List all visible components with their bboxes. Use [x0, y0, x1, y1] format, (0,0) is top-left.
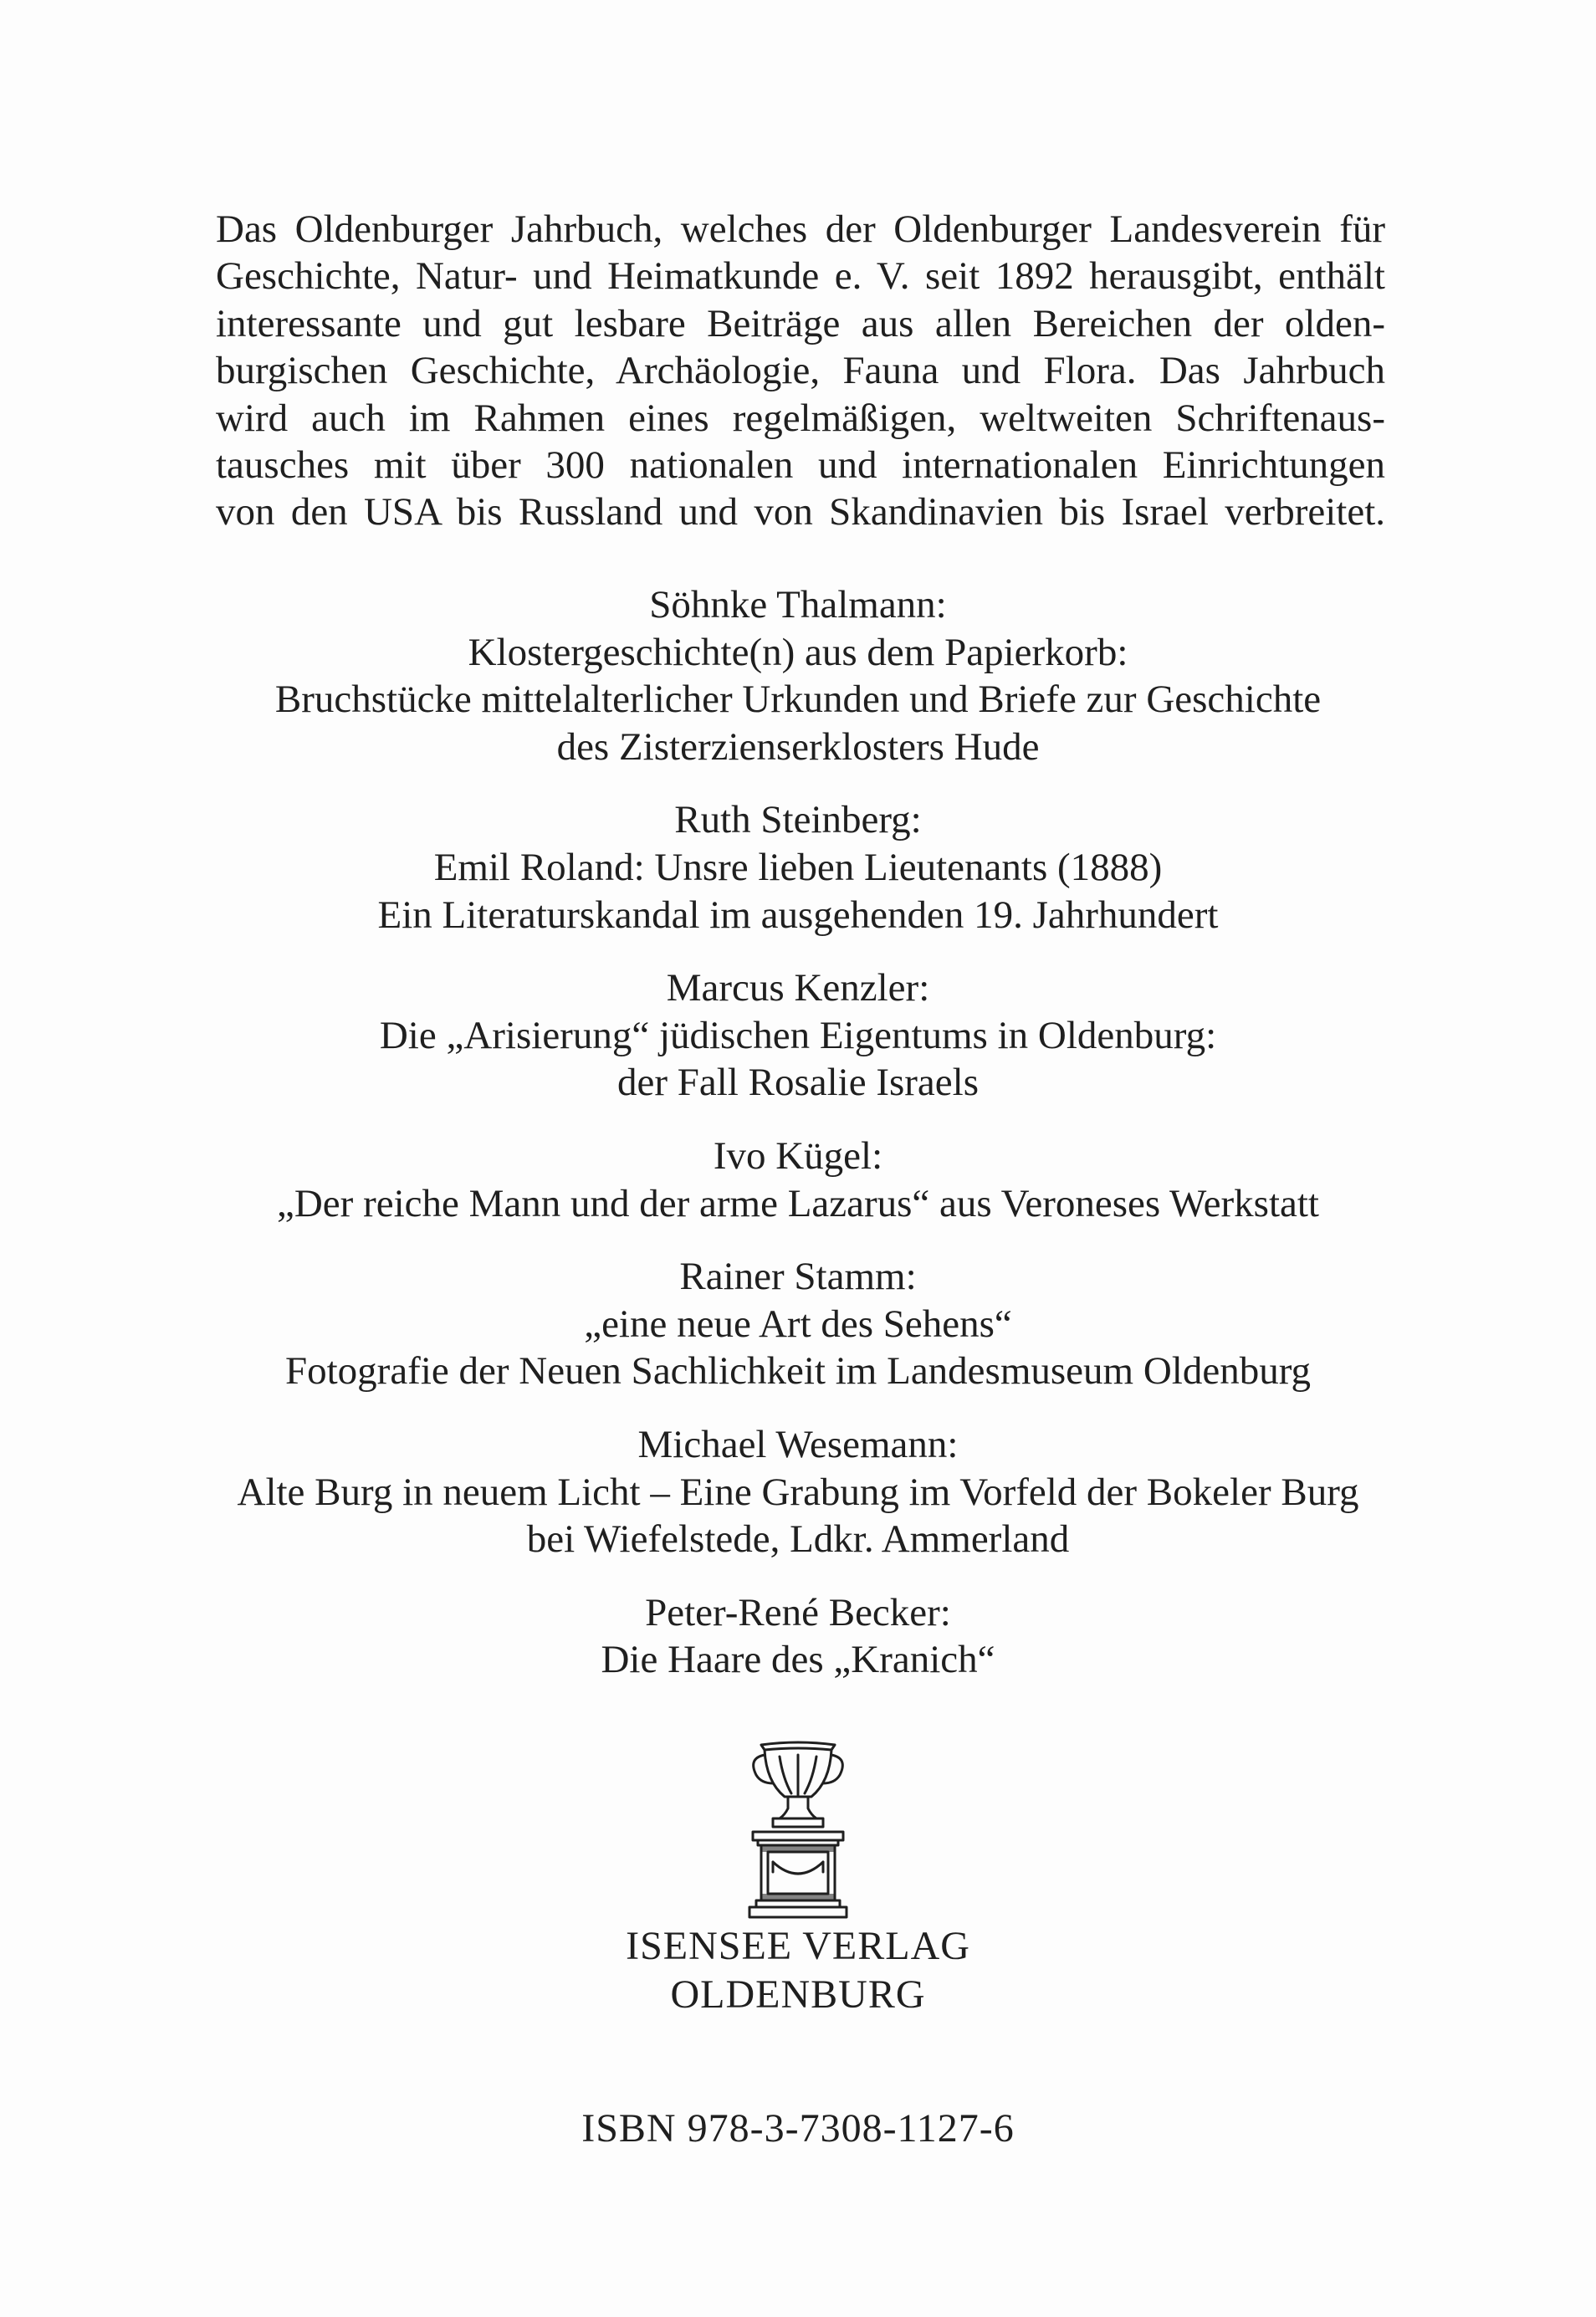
- contents-entry: [0, 964, 1596, 1107]
- entry-title-line: der Fall Rosalie Israels: [616, 1061, 980, 1105]
- entry-title-line: Die „Arisierung“ jüdischen Eigentums in Oldenburg:: [379, 1013, 1217, 1057]
- intro-line: Geschichte, Natur- und Heimatkunde e. V. seit 1892 herausgibt, enthält: [216, 254, 1385, 299]
- entry-title-line: Klostergeschichte(n) aus dem Papierkorb:: [468, 630, 1128, 674]
- entry-title-line: Emil Roland: Unsre lieben Lieutenants (1888): [433, 845, 1163, 889]
- entry-title-line: „Der reiche Mann und der arme Lazarus“ aus Veroneses Werkstatt: [277, 1181, 1319, 1225]
- entry-title-line: Fotografie der Neuen Sachlichkeit im Landesmuseum Oldenburg: [284, 1349, 1312, 1394]
- table-of-contents: [0, 581, 1596, 1710]
- entry-title-line: Die Haare des „Kranich“: [601, 1638, 995, 1682]
- entry-author: Peter-René Becker:: [645, 1590, 951, 1634]
- entry-title-line: „eine neue Art des Sehens“: [584, 1302, 1012, 1346]
- contents-entry: [0, 581, 1596, 770]
- publisher-imprint: [0, 1922, 1596, 2019]
- intro-line: von den USA bis Russland und von Skandinavien bis Israel verbreitet.: [216, 490, 1385, 534]
- contents-entry: [0, 1421, 1596, 1563]
- entry-title-line: Alte Burg in neuem Licht – Eine Grabung im Vorfeld der Bokeler Burg: [237, 1470, 1359, 1514]
- contents-entry: [0, 1133, 1596, 1227]
- entry-author: Michael Wesemann:: [637, 1422, 959, 1466]
- entry-author: Ivo Kügel:: [713, 1133, 883, 1178]
- intro-line: tausches mit über 300 nationalen und internationalen Einrichtungen: [216, 443, 1385, 488]
- entry-title-line: Ein Literaturskandal im ausgehenden 19. Jahrhundert: [377, 893, 1219, 937]
- entry-title-line: Bruchstücke mittelalterlicher Urkunden und Briefe zur Geschichte: [274, 678, 1322, 722]
- contents-entry: [0, 1589, 1596, 1684]
- entry-title-line: des Zisterzienserklosters Hude: [556, 724, 1040, 769]
- entry-author: Marcus Kenzler:: [666, 966, 930, 1010]
- entry-title-line: bei Wiefelstede, Ldkr. Ammerland: [526, 1517, 1070, 1562]
- entry-author: Söhnke Thalmann:: [649, 583, 947, 627]
- intro-line: interessante und gut lesbare Beiträge aus allen Bereichen der olden-: [216, 301, 1385, 345]
- intro-line: burgischen Geschichte, Archäologie, Fauna und Flora. Das Jahrbuch: [216, 349, 1385, 393]
- entry-author: Ruth Steinberg:: [674, 798, 922, 842]
- contents-entry: [0, 1253, 1596, 1395]
- urn-on-pedestal-icon: [736, 1738, 860, 1931]
- intro-line: Das Oldenburger Jahrbuch, welches der Oldenburger Landesverein für: [216, 207, 1385, 251]
- publisher-city: OLDENBURG: [670, 1972, 926, 2017]
- entry-author: Rainer Stamm:: [679, 1255, 917, 1299]
- isbn-number: ISBN 978-3-7308-1127-6: [581, 2106, 1015, 2151]
- intro-paragraph: [216, 206, 1385, 536]
- intro-line: wird auch im Rahmen eines regelmäßigen, weltweiten Schriftenaus-: [216, 396, 1385, 440]
- publisher-name: ISENSEE VERLAG: [626, 1924, 970, 1968]
- contents-entry: [0, 796, 1596, 939]
